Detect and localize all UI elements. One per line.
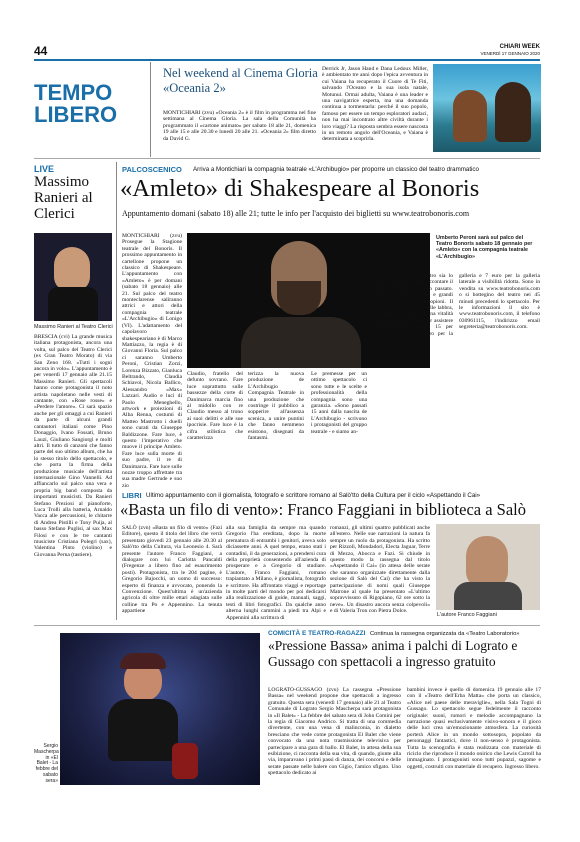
section-divider: [150, 62, 151, 157]
top-article-title: Nel weekend al Cinema Gloria «Oceania 2»: [163, 66, 318, 95]
ranieri-caption: Massimo Ranieri al Teatro Clerici: [34, 324, 113, 330]
main-col1: MONTICHIARI (zvu) Prosegue la Stagione teatrale del Bonoris. Il prossimo appuntamento in cartellone propone un classico di Shakespeare. L'appuntamento con «Amleto» è per domani (sabato 18 gennaio) alle 21. Sul palco del teatro monteclarense saliranno attrici e attori della compagnia teatrale «L'Archibugio» di Lonigo (VI). L'adattamento del capolavoro shakespeariano è di Marco Mattiazzo, la regia è di Giovanni Floria. Sul palco ci saranno Umberto Peroni, Cristian Zorzi, Lorenza Bizzato, Gianluca Beltrando, Claudia Schiavoi, Nicola Ballico, Alessandro «Max» Lazzari. Audio e luci di Paolo Meneghello, artwork e proiezioni di Alba Renna, costumi di Matteo Mastrotto i duelli sono curati da Giuseppe Baldizzone. Fare luce, è questo l'imperativo che muove il principe Amleto. Fare luce sulla morte di suo padre, il re di Danimarca. Fare luce sulle nozze troppo affrettate tra sua madre Gertrude e suo zio: [122, 233, 182, 489]
main-col4: Le premesse per un ottimo spettacolo ci sono tutte e le scelte e professionalità della compagnia sono una garanzia. «Sono passati 15 anni dalla nascita de L'Archibugio - scrivono i protagonisti del gruppo teatrale - e siamo an-: [311, 371, 367, 435]
faggiani-caption: L'autore Franco Faggiani: [437, 612, 497, 618]
main-col2: Claudio, fratello del defunto sovrano. Fare luce soprattutto sulle bassezze della corte di Danimarca marcia fino al midollo con re Claudio messo al trono ai suoi delitti e alle sue ipocrisie. Fare luce è la cifra stilistica che caratterizza: [187, 371, 243, 442]
sergio-photo: [60, 633, 260, 785]
libri-col2: alla sua famiglia da sempre ma quando Gregorio l'ha ereditata, dopo la morte prematura di entrambi i genitori, aveva solo diciassette anni. A quel tempo, erano stati i contadini, il da generazioni, a prendersi cura della proprietà consentendo all'azienda di prosperare e a Gregorio di studiare. L'autore, Franco Faggiani, romano trapiantato a Milano, è giornalista, fotografo e scrittore. Ha affrontato viaggi e reportage in molte parti del mondo per poi dedicarsi alla realizzazione di guide, manuali, saggi, testi di libri fotografici. Da qualche anno alterna lunghi cammini a piedi tra Alpi e Appennini alla scrittura di: [226, 525, 326, 621]
comedy-kicker: COMICITÀ E TEATRO-RAGAZZI: [268, 630, 366, 637]
separator-line: [34, 158, 540, 159]
libri-col1: SALÒ (zvn) «Basta un filo di vento» (Fazi Editore), questo il titolo del libro che verrà presentato giovedì 23 gennaio alle 20.30 al Salò'tto della Cultura, via Leonesio 4. Sarà presente l'autore Franco Faggiani, a dialogare con lui Carlotta Pancaldi (Fregenze a libero fino ad esaurimento posti). Protagonista, tra le 204 pagine, è Gregorio Bajocchi, un uomo di successo: esperto di finanza e avvocato, ponendo la Convenzione. Quest'ultima è un'azienda agricola di oltre mille ettari adagiata sulle colline tra Po e Appennino. La tenuta appartiene: [122, 525, 222, 615]
ranieri-photo: [34, 233, 112, 321]
comedy-title: «Pressione Bassa» anima i palchi di Lograto e Gussago con spettacoli a ingresso gratuito: [268, 638, 518, 669]
left-column-divider: [116, 162, 117, 620]
main-subhead: Arriva a Montichiari la compagnia teatrale «L'Archibugio» per proporre un classico del teatro drammatico: [193, 166, 479, 173]
comedy-col2: bambini invece è quello di domenica 19 gennaio alle 17 con il «Teatro dell'Erba Matta» che porta un classico, «Alice nel paese delle meraviglie», nella Sala Togni di Gussago. Lo spettacolo segue fedelmente il racconto originale: suoni, rumori e melodie accompagnano la narrazione quasi esclusivamente visivo-sonora e il gioco delle luci crea un'emozionante atmosfera. La curiosità porterà Alice in un mondo sottosopra, popolato da personaggi fantastici, dove il non-senso è protagonista. Tutta la scenografia è stata realizzata con materiale di riciclo che riproduce il mondo onirico che Lewis Carroll ha immaginato. I protagonisti sono tutti pupazzi, sagome e oggetti, costruiti con materiale di recupero. Ingresso libero.: [407, 687, 541, 770]
bottom-separator: [34, 625, 540, 626]
main-deck: Appuntamento domani (sabato 18) alle 21; tutte le info per l'acquisto dei biglietti su www.teatrobonoris.com: [122, 209, 470, 218]
libri-subhead: Ultimo appuntamento con il giornalista, fotografo e scrittore romano al Salò'tto della Cultura per il ciclo «Aspettando il Cai»: [146, 492, 481, 499]
header-date: VENERDÌ 17 GENNAIO 2020: [480, 51, 540, 56]
left-kicker: LIVE: [34, 164, 55, 174]
section-title-line2: LIBERO: [34, 102, 118, 127]
libri-title: «Basta un filo di vento»: Franco Faggiani in biblioteca a Salò: [120, 500, 527, 519]
page-header: [0, 0, 580, 62]
main-title: «Amleto» di Shakespeare al Bonoris: [120, 175, 480, 202]
faggiani-photo: [436, 524, 540, 610]
top-article-col2: Derrick Jr, Jason Hand e Dana Ledoux Miller, è ambientato tre anni dopo l'epica avventura in cui Vaiana ha recuperato il Cuore di Te Fiti, salvando l'Oceano e la sua isola natale, Motunui. Ormai adulta, Vaiana è una leader e una navigatrice esperta, ma una domanda continua a tormentarla: perché il suo popolo, famoso per essere un tempo esploratori audaci, non ha mai incontrato altre civiltà durante i loro viaggi? La risposta sembra essere nascosta in un remoto angolo dell'Oceania, e Vaiana è determinata a scoprirla.: [322, 66, 428, 143]
header-rule: [34, 59, 540, 61]
main-col3: terizza la nuova produzione de L'Archibugio Compagnia Teatrale in una produzione che costringe il pubblico a sopperire all'assenza scenica, a unire puntini che fanno nemmeno esistono, disegnati da fantasmi.: [248, 371, 304, 442]
top-article-col1: MONTICHIARI (zvu) «Oceania 2» è il film in programma nel fine settimana al Cinema Gloria. La sala della Comunità ha programmato il «cartone animato» per sabato 18 alle 21, domenica 19 alle 15 e alle 20.30 e lunedì 20 alle 21. «Oceania 2» film diretto da David G.: [163, 110, 316, 142]
libri-col3: romanzi, gli ultimi quattro pubblicati anche all'estero. Nelle sue narrazioni la natura fa sempre un ruolo da protagonista. Ha scritto per Rizzoli, Mondadori, Electa Jaguar, Terre di Mezzo, Abocca e Fazi. Si chiude in questo modo la rassegna dal titolo «Aspettando il Cai» (in attesa delle serate che saranno organizzate direttamente dalla sezione di Salò del Cai) che ha visto la partecipazione di nomi quali Giuseppe Matrone al quale ha presentato «L'ultimo sopravvissuto di Rigopiano, 62 ore sotto la neve». Un disastro ancora senza colpevoli» e di Valeria Tron con Pietra Dolce.: [330, 525, 430, 615]
main-col5: cora convinti che il teatro sia lo strumento migliore per raccontare il nostro territorio e il suo passato. Avidi le carte d'archivio e grandi classici sono i nostri copioni. Il sogliamo con il nostro sulle labbra, portandoli in scena con una vitalità contagiosa». I biglietti per assistere allo spettacolo costano 15 per platea e palchi, 10 euro per la galleria e 7 euro per la galleria laterale a visibilità ridotta. Sono in vendita su www.teatrobonoris.com o si bottegino del teatro nei 45 minuti precedenti lo spettacolo. Per le informazioni il sito è www.teatrobonoris.com, il telefono 030961115, l'indirizzo email segreteria@teatrobonoris.com.: [372, 273, 540, 337]
comedy-col1: LOGRATO-GUSSAGO (zvu) La rassegna «Pressione Bassa» nel weekend propone due spettacoli a ingresso gratuito. Questa sera (venerdì 17 gennaio) alle 21 al Teatro Comunale di Lograto Sergio Mascherpa sarà protagonista in «Il Balet» - La febbre del sabato sera di John Comini per la regia di Giacomo Andrico. Si tratta di una commedia divertente, con una vena di malinconia, in dialetto bresciano che vede come protagonista El Balet che viene convocato da una nota trasmissione televisiva per partecipare a una gara di ballo. El Balet, in attesa della sua esibizione, ci racconta della sua vita, di quando, giunte alla via, imparavano i primi passi di danza, dei concorsi e delle serate passate nelle balere con Gigio, l'amico sfigato. Uno spettacolo dedicato ai: [268, 687, 401, 777]
main-kicker: PALCOSCENICO: [122, 165, 182, 174]
section-title: [34, 82, 134, 126]
libri-kicker: LIBRI: [122, 491, 142, 500]
oceania-photo: [433, 64, 541, 152]
section-title-line1: TEMPO: [34, 80, 113, 105]
sergio-caption: Sergio Mascherpa in «El Balet - La febbre del sabato sera»: [34, 743, 59, 784]
masthead: CHIARI WEEK: [499, 44, 540, 50]
comedy-subhead: Continua la rassegna organizzata da «Teatro Laboratorio»: [370, 631, 520, 637]
left-headline: Massimo Ranieri al Clerici: [34, 174, 93, 222]
left-column-text: BRESCIA (cvi) La grande musica italiana protagonista, ancora una volta, sul palco del Teatro Clerici (ex Gran Teatro Morato) di via San Zeno 168. «Tutti i sogni ancora in volo». L'appuntamento è per venerdì 17 gennaio alle 21.15 Massimo Ranieri. Gli spettacoli hanno come protagonista il noto artista napoletano nelle vesti di cantante, con «Rose rosse» e «Perdere l'amore». Ci sarà spazio anche per gli omaggi a cui Ranieri da parte di alcuni grandi cantautori italiani come Pino Donaggio, Ivano Fossati, Bruno Lauzi, Giuliano Sangiorgi e molti altri. Il tutto di canzoni che fanno parte del suo ultimo album, che ha lo stesso titolo dello spettacolo, e che porta la firma della produzione musicale dell'artista internazionale Gino Vannelli. Ad affiancarlo sul palco una vera e propria big band composta da importanti musicisti. Da Ranieri Stefano Preziosi al pianoforte, Luca Trolli alla batteria, Arnaldo Vacca alle percussioni, le chitarre di Andrea Pistilli e Tony Puija, al basso Stefano Puglisi, al sax Max Filosi e con le tre cantanti musiciste Cristiana Polegri (sax), Valentina Pinto (violino) e Giovanna Perna (tastiere).: [34, 334, 112, 558]
main-photo-caption: Umberto Peroni sarà sul palco del Teatro Bonoris sabato 18 gennaio per «Amleto» con la compagnia teatrale «L'Archibugio»: [436, 235, 533, 260]
page-number: 44: [34, 44, 48, 58]
